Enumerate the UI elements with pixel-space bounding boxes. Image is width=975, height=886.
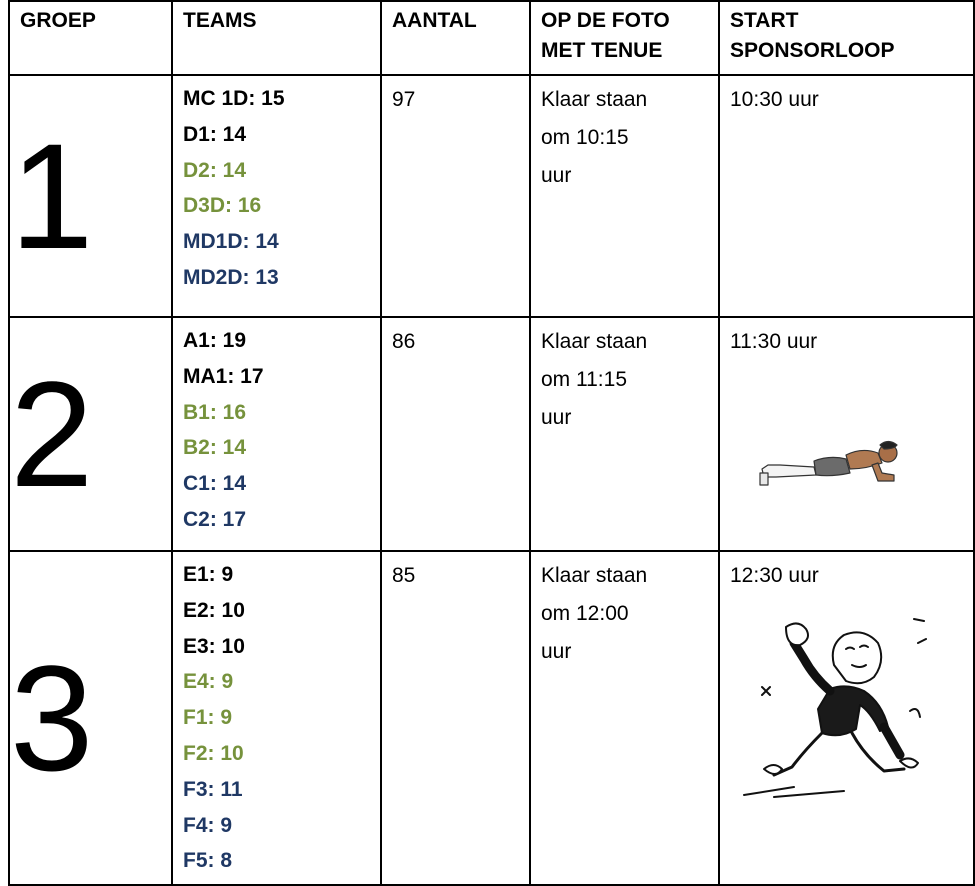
team-list — [183, 557, 370, 879]
teams-cell — [172, 75, 381, 317]
header-foto-line1: OP DE FOTO — [541, 9, 670, 32]
team-item: D3D: 16 — [183, 194, 262, 218]
team-item: A1: 19 — [183, 329, 247, 352]
team-item: MA1: 17 — [183, 364, 264, 388]
header-start-line1: START — [730, 9, 799, 32]
team-item: D2: 14 — [183, 158, 247, 182]
team-list — [183, 81, 370, 296]
team-item: B2: 14 — [183, 436, 247, 460]
group-row — [9, 317, 974, 551]
foto-time-line: uur — [541, 640, 572, 663]
team-item: B1: 16 — [183, 400, 247, 424]
plank-exercise-icon — [754, 429, 963, 504]
teams-cell — [172, 317, 381, 551]
team-list — [183, 323, 370, 538]
foto-time — [530, 75, 719, 317]
header-row — [9, 1, 974, 75]
team-item: C2: 17 — [183, 507, 247, 531]
team-item: C1: 14 — [183, 472, 247, 496]
team-item: F4: 9 — [183, 813, 233, 837]
group-number: 1 — [9, 75, 172, 317]
header-teams: TEAMS — [172, 1, 381, 75]
foto-time — [530, 551, 719, 885]
start-time-label: 11:30 uur — [730, 330, 818, 353]
team-item: MD2D: 13 — [183, 265, 279, 289]
start-time — [719, 551, 974, 885]
foto-time-line: om 10:15 — [541, 126, 629, 149]
group-row — [9, 551, 974, 885]
header-start — [719, 1, 974, 75]
sponsorloop-schedule-table — [8, 0, 975, 886]
foto-time — [530, 317, 719, 551]
team-item: D1: 14 — [183, 122, 247, 146]
aantal-value: 86 — [381, 317, 530, 551]
foto-time-line: om 11:15 — [541, 368, 627, 391]
teams-cell — [172, 551, 381, 885]
team-item: E1: 9 — [183, 563, 234, 586]
header-foto — [530, 1, 719, 75]
team-item: MC 1D: 15 — [183, 87, 285, 110]
running-man-icon — [734, 599, 963, 812]
team-item: E2: 10 — [183, 598, 245, 622]
header-groep: GROEP — [9, 1, 172, 75]
foto-time-line: uur — [541, 164, 572, 187]
foto-time-line: Klaar staan — [541, 564, 648, 587]
team-item: F3: 11 — [183, 777, 243, 801]
group-number: 3 — [9, 551, 172, 885]
header-foto-line2: MET TENUE — [541, 39, 663, 62]
start-time-label: 12:30 uur — [730, 564, 819, 587]
team-item: F2: 10 — [183, 741, 244, 765]
foto-time-line: Klaar staan — [541, 88, 648, 111]
foto-time-line: om 12:00 — [541, 602, 629, 625]
foto-time-line: Klaar staan — [541, 330, 648, 353]
team-item: E4: 9 — [183, 670, 234, 694]
team-item: F1: 9 — [183, 706, 233, 730]
group-number: 2 — [9, 317, 172, 551]
aantal-value: 97 — [381, 75, 530, 317]
group-row — [9, 75, 974, 317]
group-rows — [9, 75, 974, 885]
start-time-label: 10:30 uur — [730, 88, 819, 111]
header-aantal: AANTAL — [381, 1, 530, 75]
team-item: F5: 8 — [183, 849, 233, 873]
team-item: E3: 10 — [183, 634, 245, 658]
start-time — [719, 75, 974, 317]
start-time — [719, 317, 974, 551]
aantal-value: 85 — [381, 551, 530, 885]
team-item: MD1D: 14 — [183, 230, 279, 254]
foto-time-line: uur — [541, 406, 572, 429]
header-start-line2: SPONSORLOOP — [730, 39, 895, 62]
